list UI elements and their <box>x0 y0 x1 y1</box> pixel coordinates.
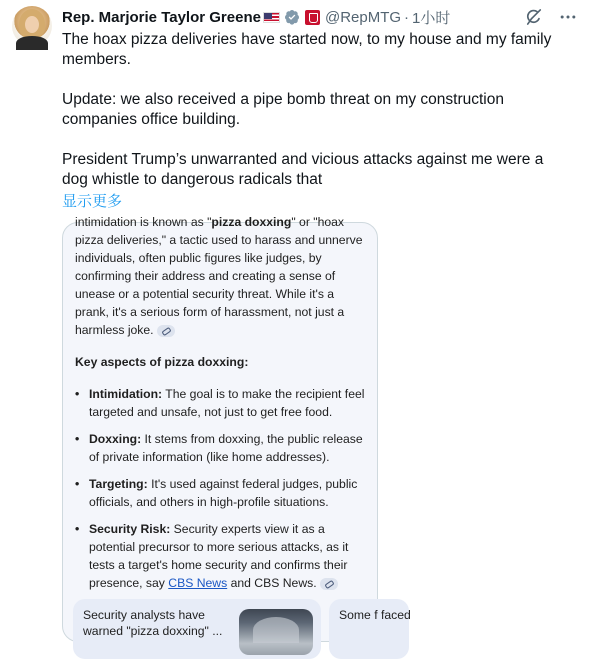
grok-icon[interactable] <box>524 7 544 27</box>
list-item-text: It stems from doxxing, the public release of private information (like home addresses). <box>89 432 363 464</box>
source-card <box>73 599 321 659</box>
source-card-thumbnail <box>239 609 313 655</box>
us-flag-icon <box>263 12 280 23</box>
list-item-term: Intimidation: <box>89 387 163 401</box>
ai-overview-text <box>75 213 367 601</box>
tweet-paragraph: The hoax pizza deliveries have started now, to my house and my family members. <box>62 31 552 68</box>
list-item <box>75 475 367 511</box>
cbs-news-link: CBS News <box>168 576 228 590</box>
tweet-timestamp[interactable]: 1小时 <box>412 9 451 27</box>
link-chip-icon <box>320 578 338 590</box>
author-handle[interactable]: @RepMTG <box>324 8 402 26</box>
list-item-text: Security experts view it as a potential precursor to more serious attacks, as it tests a target's home security and confirms their presence, say <box>89 522 349 590</box>
verified-badge-icon[interactable] <box>284 9 300 25</box>
header-separator: · <box>404 8 410 26</box>
intro-text-end: " or "hoax pizza deliveries," a tactic used to harass and unnerve individuals, often public figures like judges, by confirming their address and creating a sense of unease or a potential security threat. While it's a prank, it's a serious form of harassment, not just a harmless joke. <box>75 215 363 337</box>
aspects-list <box>75 385 367 592</box>
list-item-text: The goal is to make the recipient feel targeted and unsafe, not just to get free food. <box>89 387 365 419</box>
tweet-body <box>62 30 562 190</box>
source-card-text: Security analysts have warned "pizza doxxing" ... <box>83 608 223 638</box>
list-item-term: Doxxing: <box>89 432 142 446</box>
avatar-shirt <box>16 36 48 50</box>
attached-image[interactable] <box>62 215 411 642</box>
avatar-face <box>25 16 39 33</box>
list-item-tail: and CBS News. <box>227 576 317 590</box>
author-avatar[interactable] <box>12 6 52 46</box>
source-card <box>329 599 409 659</box>
author-name[interactable]: Rep. Marjorie Taylor Greene <box>62 8 261 26</box>
intro-paragraph <box>75 213 367 339</box>
intro-bold-term: pizza doxxing <box>211 215 292 229</box>
intro-text-start: intimidation is known as " <box>75 215 212 229</box>
list-item-term: Security Risk: <box>89 522 171 536</box>
list-item <box>75 385 367 421</box>
section-heading: Key aspects of pizza doxxing: <box>75 355 249 369</box>
list-item-text: It's used against federal judges, public officials, and others in high-profile situations. <box>89 477 358 509</box>
list-item <box>75 430 367 466</box>
list-item-term: Targeting: <box>89 477 148 491</box>
tweet-paragraph: President Trump’s unwarranted and vicious attacks against me were a dog whistle to dangerous radicals that <box>62 151 544 188</box>
more-options-icon[interactable] <box>558 7 578 27</box>
list-item <box>75 520 367 592</box>
source-card-text: Some f faced <box>339 608 411 622</box>
tweet-paragraph: Update: we also received a pipe bomb threat on my construction companies office building. <box>62 91 504 128</box>
government-badge-icon[interactable] <box>305 10 320 25</box>
tweet-header <box>62 6 578 28</box>
link-chip-icon <box>157 325 175 337</box>
show-more-link[interactable]: 显示更多 <box>62 193 123 210</box>
